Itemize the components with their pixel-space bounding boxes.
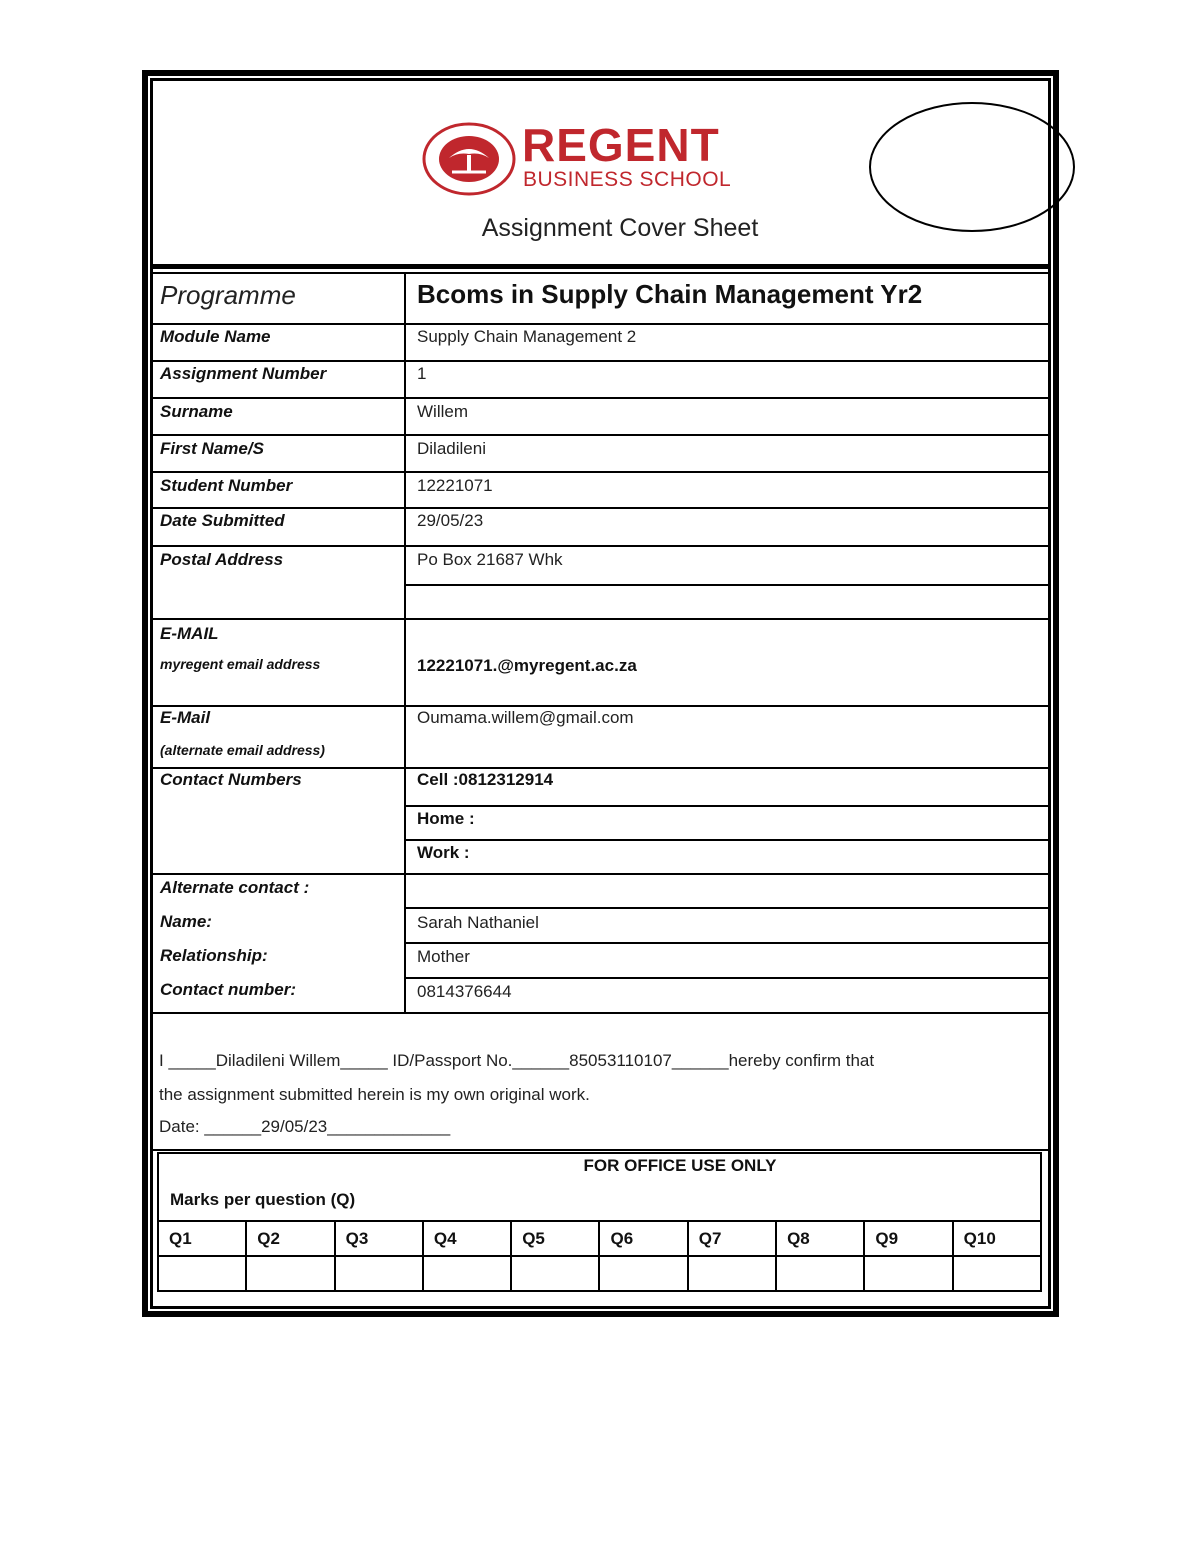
row-line: [150, 434, 1051, 436]
table-top-line: [150, 272, 1051, 274]
marks-cell[interactable]: [158, 1256, 246, 1291]
declaration-line-2: the assignment submitted herein is my own original work.: [159, 1085, 590, 1104]
question-header: Q8: [776, 1221, 864, 1256]
column-divider: [404, 272, 406, 1014]
row-line: [150, 705, 1051, 707]
header-divider: [150, 264, 1051, 269]
marks-cell[interactable]: [335, 1256, 423, 1291]
marks-cell[interactable]: [511, 1256, 599, 1291]
alt-email-sublabel: (alternate email address): [160, 742, 325, 758]
declaration-date: Date: ______29/05/23_____________: [159, 1117, 451, 1136]
assignment-number-value: 1: [417, 364, 427, 383]
row-line: [150, 397, 1051, 399]
question-header: Q5: [511, 1221, 599, 1256]
alt-contact-number-value: 0814376644: [417, 982, 512, 1001]
marks-cell[interactable]: [246, 1256, 334, 1291]
work-number: Work :: [417, 843, 470, 862]
date-submitted-value: 29/05/23: [417, 511, 484, 530]
marks-table: [157, 1220, 1042, 1292]
relationship-label: Relationship:: [160, 946, 268, 965]
row-line: [150, 471, 1051, 473]
marks-cell[interactable]: [599, 1256, 687, 1291]
alt-email-label: E-Mail: [160, 708, 211, 727]
marks-row: [158, 1256, 1041, 1291]
office-use-title: FOR OFFICE USE ONLY: [583, 1156, 777, 1175]
row-line: [404, 907, 1051, 909]
logo-subtitle: BUSINESS SCHOOL: [523, 168, 732, 191]
declaration-line-1: I _____Diladileni Willem_____ ID/Passport No.______85053110107______hereby confirm that: [159, 1051, 875, 1070]
alt-contact-number-label: Contact number:: [160, 980, 296, 999]
row-line: [404, 839, 1051, 841]
email-label: E-MAIL: [160, 624, 219, 643]
marks-cell[interactable]: [688, 1256, 776, 1291]
question-header: Q10: [953, 1221, 1041, 1256]
email-sublabel: myregent email address: [160, 656, 321, 672]
assignment-number-label: Assignment Number: [160, 364, 327, 383]
row-line: [150, 1012, 1051, 1014]
module-name-value: Supply Chain Management 2: [417, 327, 637, 346]
question-header: Q3: [335, 1221, 423, 1256]
question-header: Q2: [246, 1221, 334, 1256]
first-name-value: Diladileni: [417, 439, 486, 458]
student-number-label: Student Number: [160, 476, 293, 495]
question-header-row: [158, 1221, 1041, 1256]
question-header: Q9: [864, 1221, 952, 1256]
page-title: Assignment Cover Sheet: [481, 214, 759, 242]
row-line: [150, 507, 1051, 509]
module-name-label: Module Name: [160, 327, 271, 346]
cell-number: Cell :0812312914: [417, 770, 554, 789]
question-header: Q7: [688, 1221, 776, 1256]
regent-logo: [422, 119, 782, 196]
row-line: [404, 977, 1051, 979]
question-header: Q1: [158, 1221, 246, 1256]
alt-name-label: Name:: [160, 912, 212, 931]
question-header: Q6: [599, 1221, 687, 1256]
row-line: [404, 805, 1051, 807]
regent-seal-icon: [422, 122, 516, 196]
question-header: Q4: [423, 1221, 511, 1256]
myregent-email-value: 12221071.@myregent.ac.za: [417, 656, 637, 675]
home-number: Home :: [417, 809, 475, 828]
row-line: [404, 942, 1051, 944]
date-submitted-label: Date Submitted: [160, 511, 285, 530]
alt-email-value: Oumama.willem@gmail.com: [417, 708, 634, 727]
student-number-value: 12221071: [417, 476, 493, 495]
row-line: [150, 767, 1051, 769]
marks-cell[interactable]: [776, 1256, 864, 1291]
row-line: [150, 618, 1051, 620]
logo-word: REGENT: [522, 119, 720, 171]
first-name-label: First Name/S: [160, 439, 264, 458]
contact-numbers-label: Contact Numbers: [160, 770, 302, 789]
postal-address-value: Po Box 21687 Whk: [417, 550, 563, 569]
row-line: [150, 545, 1051, 547]
row-line: [150, 360, 1051, 362]
relationship-value: Mother: [417, 947, 470, 966]
postal-address-label: Postal Address: [160, 550, 284, 569]
surname-value: Willem: [417, 402, 468, 421]
alt-name-value: Sarah Nathaniel: [417, 913, 539, 932]
row-line: [404, 584, 1051, 586]
marks-cell[interactable]: [953, 1256, 1041, 1291]
office-section-top: [150, 1149, 1051, 1151]
marks-cell[interactable]: [423, 1256, 511, 1291]
programme-label: Programme: [160, 280, 296, 310]
marks-per-question-label: Marks per question (Q): [170, 1190, 356, 1209]
alternate-contact-label: Alternate contact :: [160, 878, 310, 897]
programme-value: Bcoms in Supply Chain Management Yr2: [417, 279, 923, 309]
surname-label: Surname: [160, 402, 233, 421]
row-line: [150, 873, 1051, 875]
photo-oval: [868, 100, 1076, 234]
marks-cell[interactable]: [864, 1256, 952, 1291]
row-line: [150, 323, 1051, 325]
